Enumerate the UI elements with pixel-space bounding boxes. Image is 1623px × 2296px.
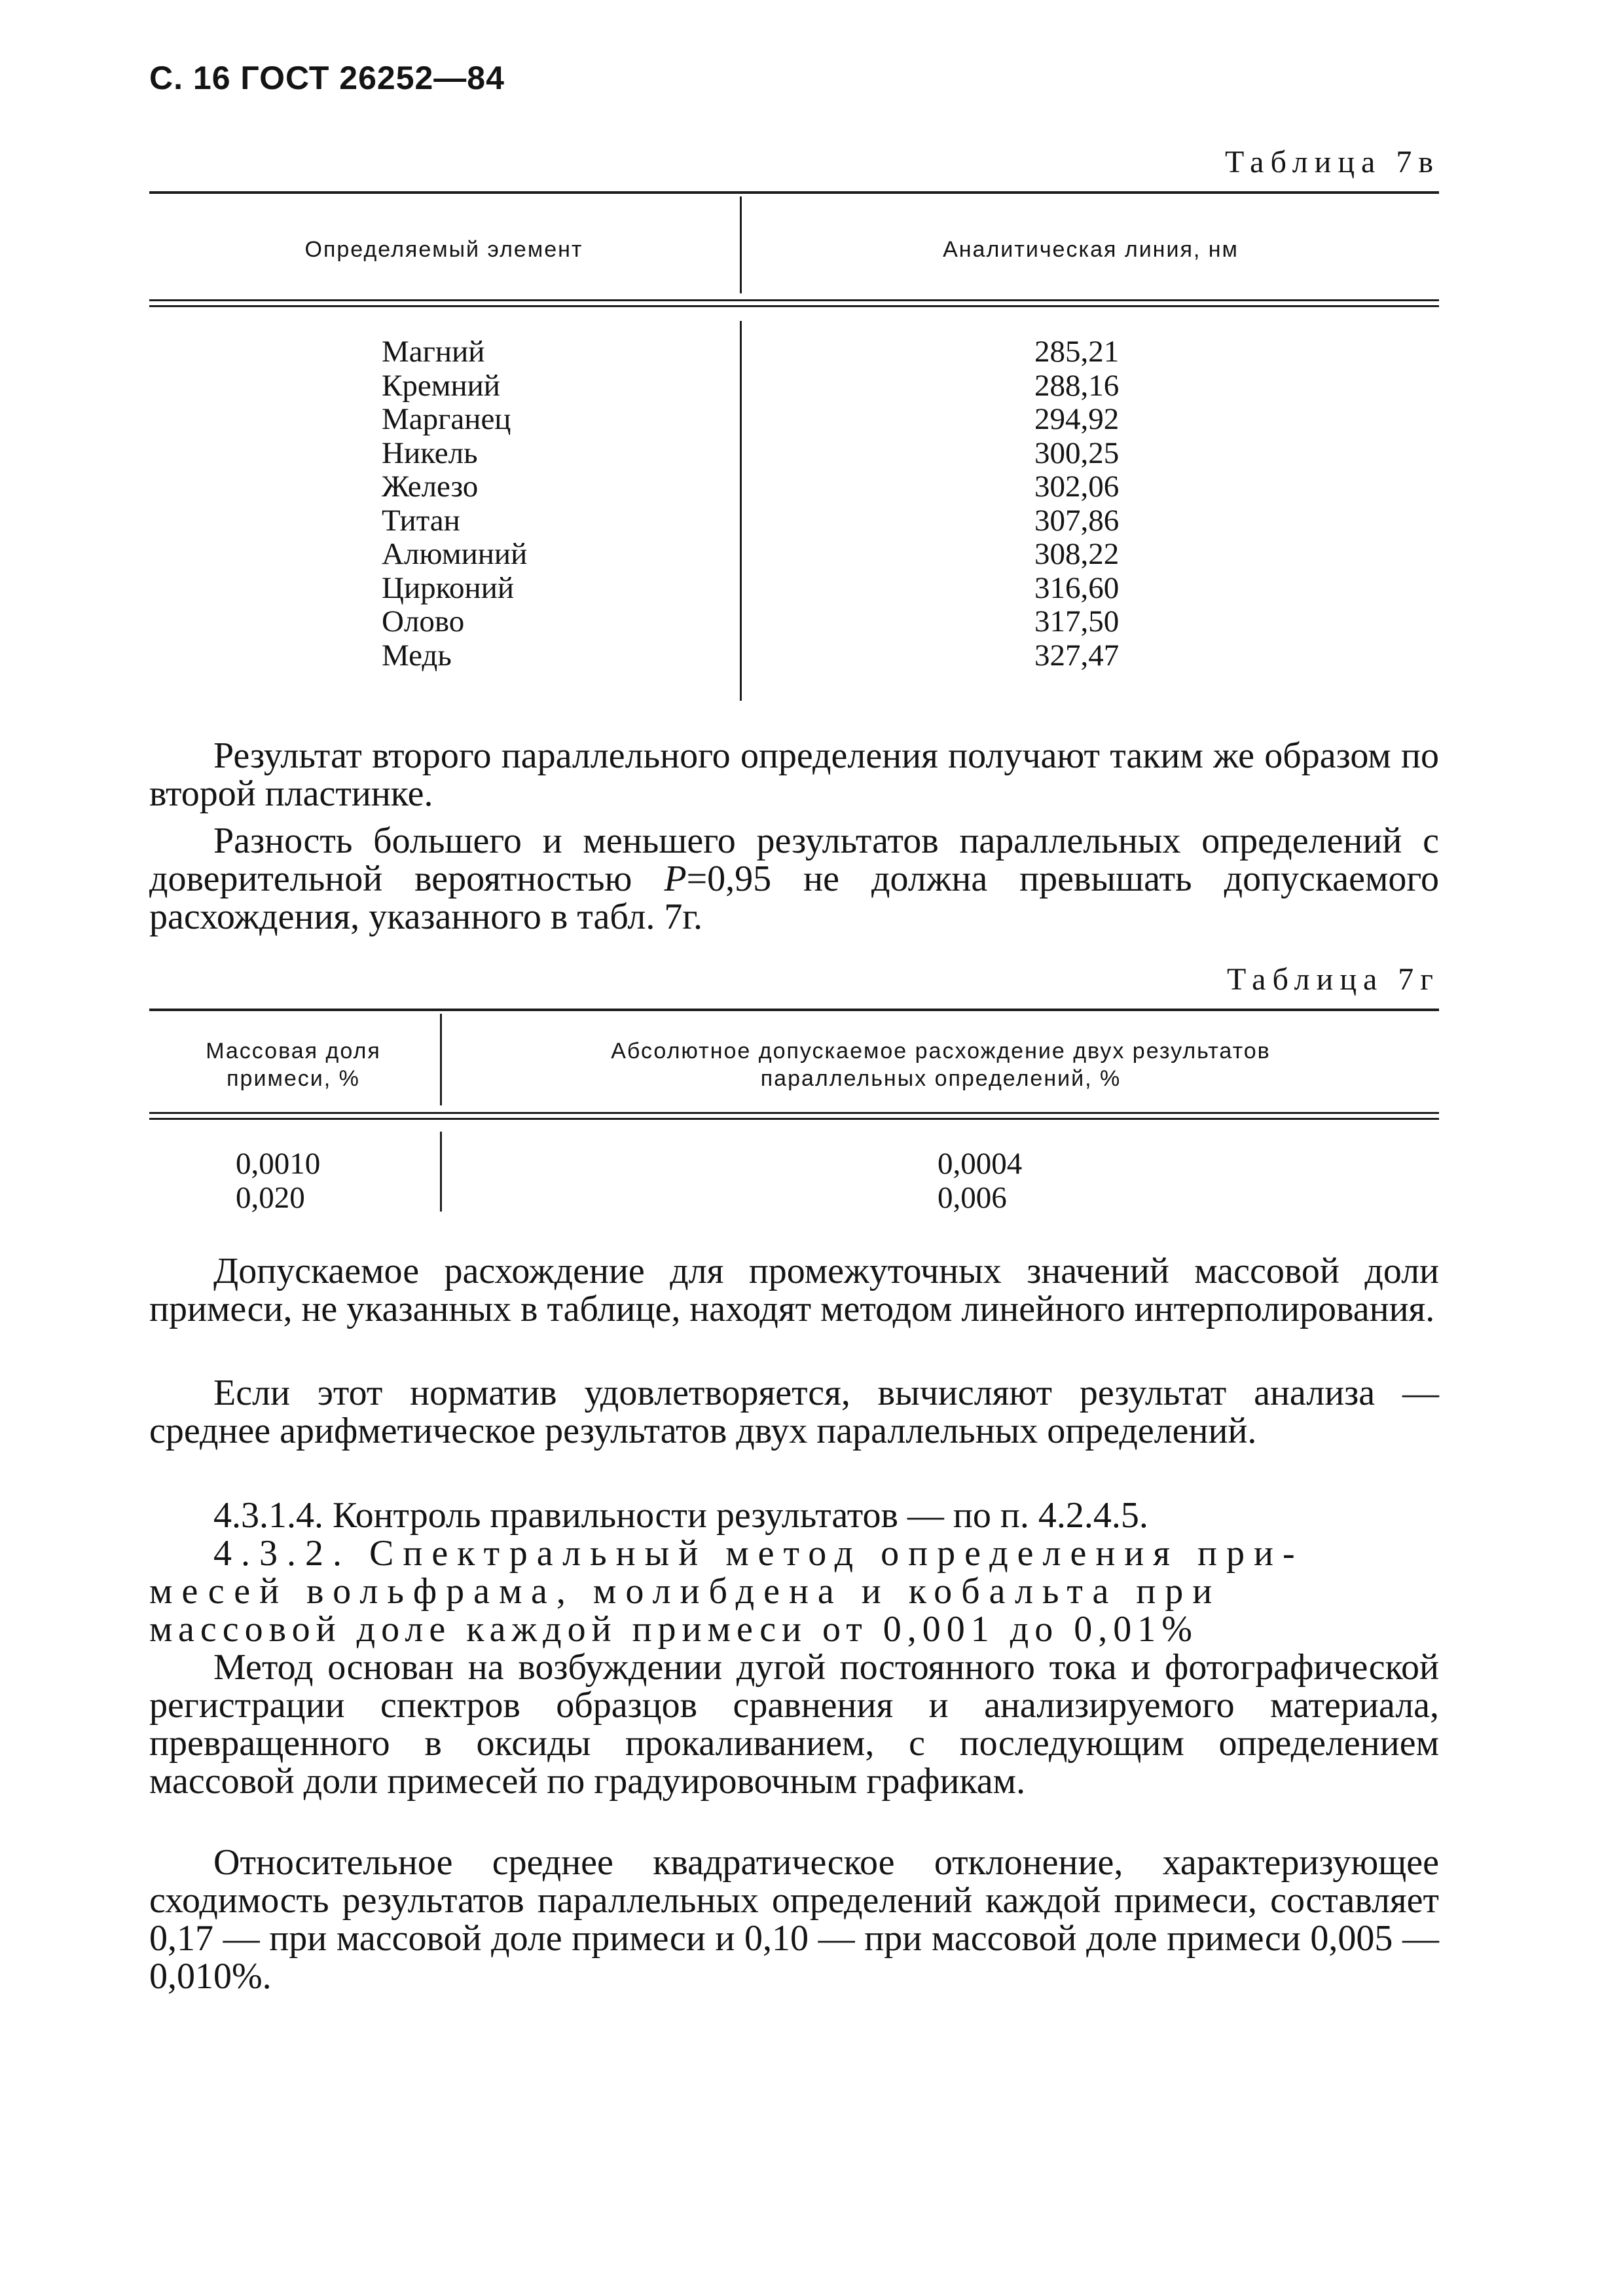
paragraph-second-determination: Результат второго параллельного определения получают таким же образом по второй пластинке. — [149, 735, 1439, 814]
table-cell-line: 327,47 — [1034, 638, 1120, 673]
table-7v-col-line-header: Аналитическая линия, нм — [943, 237, 1239, 262]
table-7v-caption: Таблица 7в — [1225, 145, 1440, 179]
table-cell-element: Титан — [382, 503, 460, 538]
table-7g-header-divider — [440, 1014, 442, 1105]
table-7g-caption: Таблица 7г — [1227, 962, 1440, 997]
table-7g-mass-column — [236, 1147, 320, 1215]
table-cell-element: Никель — [382, 435, 478, 470]
paragraph-standard-deviation: Относительное среднее квадратическое отклонение, характеризующее сходимость результатов параллельных определений каждой примеси, составляет 0,17 — при массовой доле примеси и 0,10 — при массовой доле примеси 0,005 — 0,010%. — [149, 1842, 1439, 1997]
table-7v-col-element-header: Определяемый элемент — [304, 237, 583, 262]
page-header: С. 16 ГОСТ 26252—84 — [149, 60, 505, 96]
table-cell-line: 300,25 — [1034, 435, 1120, 470]
table-7v-body-divider — [740, 321, 742, 701]
paragraph-difference-results: Разность большего и меньшего результатов параллельных определений с доверительной вероятностью P=0,95 не должна превышать допускаемого расхождения, указанного в табл. 7г. — [149, 821, 1439, 937]
table-cell-element: Медь — [382, 638, 452, 673]
table-cell-element: Железо — [382, 470, 479, 504]
table-7g-header-rule-1 — [149, 1112, 1439, 1114]
table-7v-line-column — [1034, 335, 1119, 673]
paragraph-4-3-1-4: 4.3.1.4. Контроль правильности результатов — по п. 4.2.4.5. — [213, 1495, 1148, 1536]
paragraph-method-description: Метод основан на возбуждении дугой постоянного тока и фотографической регистрации спектров образцов сравнения и анализируемого материала, превращенного в оксиды прокаливанием, с последующим определением массовой доли примесей по градуировочным графикам. — [149, 1647, 1439, 1802]
table-cell-element: Цирконий — [382, 570, 514, 605]
table-cell-line: 302,06 — [1034, 470, 1120, 504]
section-4-3-2-title-line-3: массовой доле каждой примеси от 0,001 до 0,01% — [149, 1609, 1198, 1650]
table-cell-element: Олово — [382, 604, 465, 639]
table-cell-discrepancy: 0,0004 — [938, 1147, 1023, 1181]
table-cell-line: 307,86 — [1034, 503, 1120, 538]
table-cell-line: 316,60 — [1034, 570, 1120, 605]
paragraph-interpolation: Допускаемое расхождение для промежуточных значений массовой доли примеси, не указанных в таблице, находят методом линейного интерполирования. — [149, 1251, 1439, 1329]
table-7v-header-rule-2 — [149, 305, 1439, 307]
paragraph-analysis-result: Если этот норматив удовлетворяется, вычисляют результат анализа — среднее арифметическое результатов двух параллельных определений. — [149, 1373, 1439, 1451]
table-7v-header-rule-1 — [149, 299, 1439, 301]
table-cell-line: 294,92 — [1034, 402, 1120, 436]
table-7g-body-divider — [440, 1132, 442, 1212]
section-4-3-2-title-line-1: 4.3.2. Спектральный метод определения при- — [213, 1533, 1304, 1574]
table-7g-col-mass-header: Массовая доля примеси, % — [206, 1039, 381, 1091]
table-cell-mass-fraction: 0,020 — [236, 1180, 305, 1215]
table-7g-col-discrepancy-header: Абсолютное допускаемое расхождение двух результатов параллельных определений, % — [611, 1039, 1271, 1091]
table-cell-element: Магний — [382, 335, 485, 369]
table-cell-element: Алюминий — [382, 537, 528, 571]
table-7v-top-rule — [149, 191, 1439, 194]
table-7g-top-rule — [149, 1009, 1439, 1011]
table-cell-element: Кремний — [382, 368, 500, 403]
table-7g-header-rule-2 — [149, 1118, 1439, 1120]
table-7g-discrepancy-column — [938, 1147, 1022, 1215]
table-cell-mass-fraction: 0,0010 — [236, 1147, 321, 1181]
table-cell-element: Марганец — [382, 402, 511, 436]
table-7v-header-divider — [740, 196, 742, 293]
table-cell-discrepancy: 0,006 — [938, 1180, 1007, 1215]
table-cell-line: 288,16 — [1034, 368, 1120, 403]
table-7v-element-column — [382, 335, 527, 673]
section-4-3-2-title-line-2: месей вольфрама, молибдена и кобальта при — [149, 1571, 1222, 1612]
table-cell-line: 317,50 — [1034, 604, 1120, 639]
table-cell-line: 308,22 — [1034, 537, 1120, 571]
table-cell-line: 285,21 — [1034, 335, 1120, 369]
